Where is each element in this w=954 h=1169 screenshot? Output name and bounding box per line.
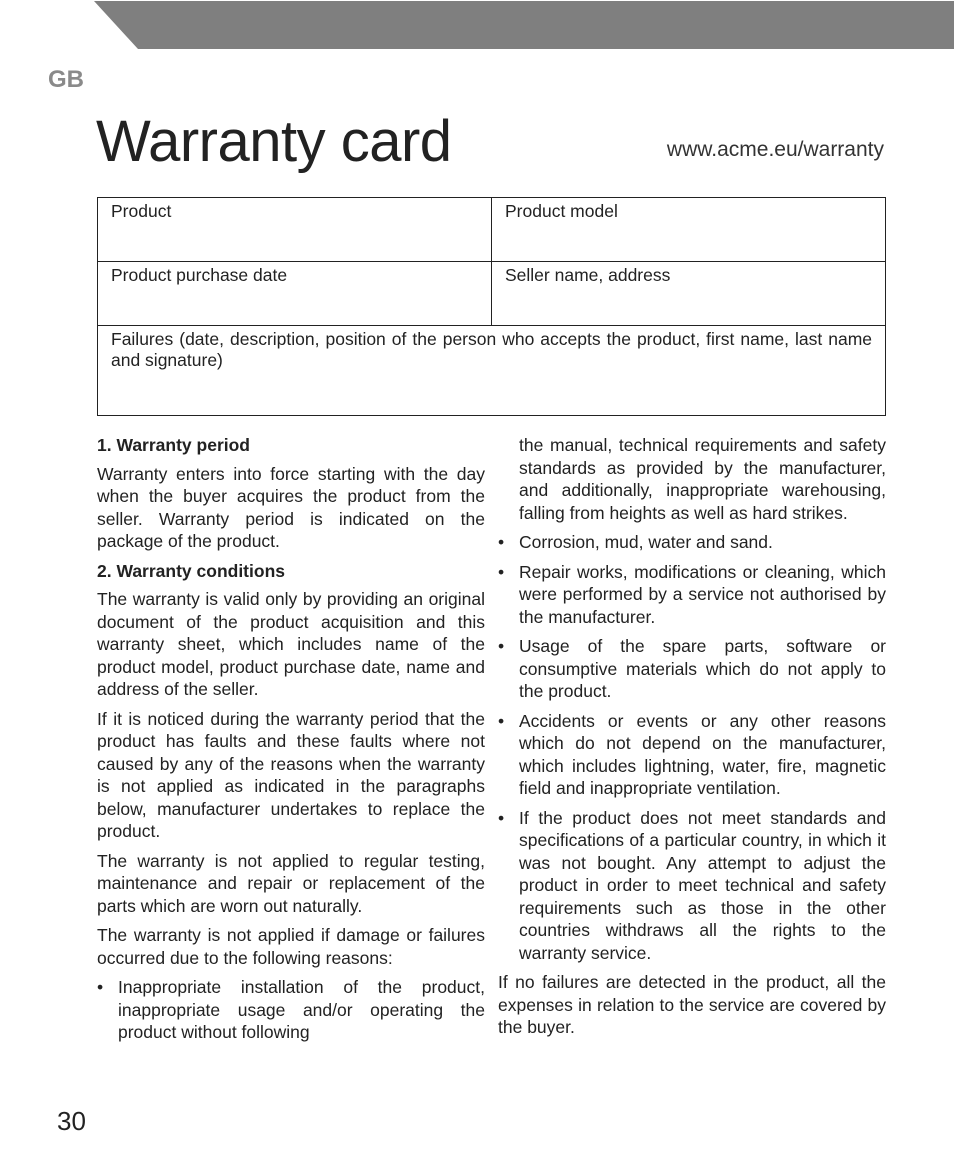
section-heading-warranty-period: 1. Warranty period	[97, 435, 250, 455]
list-item: • Accidents or events or any other reasons which do not depend on the manufacturer, which includes lightning, water, fire, magnetic field and inappropriate ventilation.	[498, 710, 886, 798]
header-bar	[94, 1, 954, 49]
bullet-icon: •	[498, 710, 505, 731]
bullet-icon: •	[498, 636, 505, 656]
right-column	[498, 434, 886, 1046]
page-number: 30	[57, 1106, 86, 1136]
warranty-form	[97, 197, 886, 416]
bullet-icon: •	[498, 561, 505, 582]
purchase-date-field: Product purchase date	[98, 262, 492, 326]
exclusions-list-left	[97, 976, 485, 1044]
list-item: • Corrosion, mud, water and sand.	[498, 532, 773, 552]
conditions-paragraph-3: The warranty is not applied to regular testing, maintenance and repair or replacement of the parts which are worn out naturally.	[97, 850, 485, 916]
bullet-icon: •	[97, 977, 104, 997]
conditions-paragraph-1: The warranty is valid only by providing an original document of the product acquisition and this warranty sheet, which includes name of the product model, product purchase date, name and address of the seller.	[97, 589, 485, 699]
section-heading-warranty-conditions: 2. Warranty conditions	[97, 560, 285, 581]
page-title: Warranty card	[96, 109, 452, 174]
seller-field: Seller name, address	[492, 262, 885, 326]
list-item: • Repair works, modifications or cleaning, which were performed by a service not authorised by the manufacturer.	[498, 561, 886, 627]
closing-paragraph: If no failures are detected in the product, all the expenses in relation to the service are covered by the buyer.	[498, 972, 886, 1037]
conditions-paragraph-2: If it is noticed during the warranty period that the product has faults and these faults where not caused by any of the reasons when the warranty is not applied as indicated in the paragraphs below, manufacturer undertakes to replace the product.	[97, 708, 485, 841]
bullet-icon: •	[498, 532, 505, 552]
warranty-url: www.acme.eu/warranty	[666, 138, 884, 161]
conditions-paragraph-4: The warranty is not applied if damage or failures occurred due to the following reasons:	[97, 925, 485, 968]
product-field: Product	[98, 198, 492, 262]
failures-field: Failures (date, description, position of the person who accepts the product, first name, last name and signature)	[111, 329, 872, 370]
bullet-icon: •	[498, 807, 505, 828]
left-column	[97, 434, 485, 1051]
list-item: • Usage of the spare parts, software or consumptive materials which do not apply to the product.	[498, 636, 886, 701]
product-model-field: Product model	[492, 198, 885, 262]
warranty-period-text: Warranty enters into force starting with the day when the buyer acquires the product from the seller. Warranty period is indicated on the package of the product.	[97, 463, 485, 551]
list-item-continuation: the manual, technical requirements and safety standards as provided by the manufacturer, and additionally, inappropriate warehousing, falling from heights as well as hard strikes.	[519, 435, 886, 523]
exclusions-list-right	[498, 531, 886, 964]
list-item: • Inappropriate installation of the product, inappropriate usage and/or operating the product without following	[97, 977, 485, 1042]
list-item: • If the product does not meet standards and specifications of a particular country, in which it was not bought. Any attempt to adjust the product in order to meet technical and safety requirements such as those in the other countries withdraws all the rights to the warranty service.	[498, 807, 886, 963]
language-label: GB	[48, 66, 84, 93]
